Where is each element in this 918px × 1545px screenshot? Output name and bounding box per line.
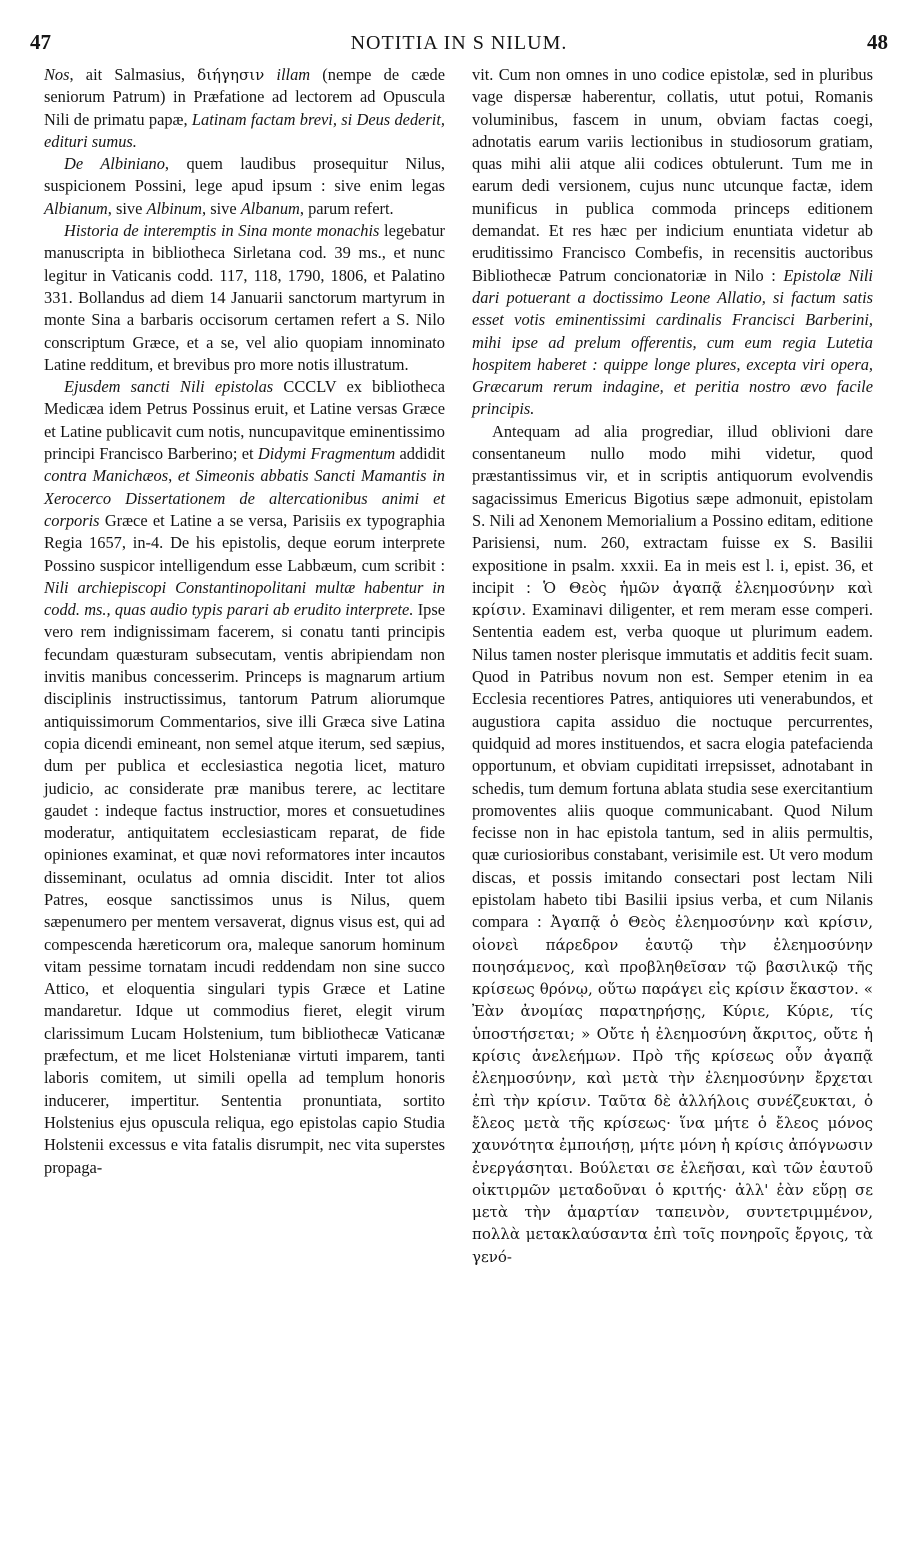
italic-text: illam [276,65,311,84]
text-run: , ait Salmasius, [69,65,198,84]
text-run: Antequam ad alia progrediar, illud oblivioni dare consentaneum nullo modo mihi videtur, quod præstantissimus vir, et in scriptis antiquorum evolvendis sagacissimus Emericus Bigotius sæpe admonuit, epistolam S. Nili ad Xenonem Memorialium a Possino editam, editione Parisiensi, num. 260, extractam fuisse ex S. Basilii expositione in psalm. xxxii. Ea in meis est l. i, epist. 36, et incipit : [472,421,873,597]
italic-text: Nos [44,65,70,84]
text-run: (nempe de cæde seniorum Patrum) in Præfatione ad lectorem ad Opuscula Nili de primatu papæ, [44,65,445,129]
text-run: Græce et Latine a se versa, Parisiis ex typographia Regia 1657, in-4. De his epistolis, deque eorum interprete Possino suspicor intelligendum esse Labbæum, cum scribit : [44,510,445,575]
italic-text: contra Manichæos [44,466,169,486]
italic-text: Albinum [146,198,202,218]
text-run: , [168,466,178,486]
italic-text: Nili archiepiscopi Constantinopolitani multæ habentur in codd. ms., quas audio typis parari ab erudito interprete. [44,577,445,620]
italic-text: Latinam factam brevi, si Deus dederit, edituri sumus. [44,109,445,151]
italic-text: Didymi Fragmentum [257,444,396,464]
text-run: , sive [202,198,241,218]
paragraph [44,64,445,153]
paragraph [44,153,445,220]
italic-text: Historia de interemptis in Sina monte monachis [64,221,380,241]
text-run [264,65,276,84]
paragraph [44,376,445,1179]
italic-text: Ejusdem sancti Nili epistolas [64,377,274,397]
italic-text: Albianum [44,198,108,218]
text-run: CCCLV ex bibliotheca Medicæa idem Petrus Possinus eruit, et Latine versas Græce et Latine publicavit cum notis, nuncupavitque eminentissimo principi Francisco Barberino; et [44,377,445,464]
text-run: vit. Cum non omnes in uno codice epistolæ, sed in pluribus vage dispersæ haberentur, collatis, utut potui, Romanis voluminibus, fascem in unum, obviam factas coegi, adnotatis earum variis lectionibus in studiosorum gratiam, quas mihi alii atque alii codices obtulerunt. Tum me in earum dedi versionem, cujus nunc utcunque factæ, idem munificus in publica commoda princeps editionem demandat. Et res hæc per indicium enuntiata videtur ab eruditissimo Francisco Combefis, in recensitis auctoribus Bibliothecæ Patrum concionatoriæ in Nilo : [472,65,873,285]
text-run: Ipse vero rem indignissimam facerem, si conatu tanti principis fecundam quæsturam subsecutam, ventis abripiendam non invitis manibus concesserim. Princeps is magnarum artium disciplinis instructissimus, tantorum Patrum aliorumque antiquissimorum Commentarios, sive illi Græca sive Latina copia dicendi emineant, non semel atque iterum, sed sæpius, dum per publica et ecclesiastica negotia licet, maturo judicio, ac considerate præ manibus terere, ac lectitare gaudet : indeque factus instructior, mores et consuetudines moderatur, antiquitatem ecclesiasticam reparat, de fide opiniones examinat, et quæ novi reformatores inter incautos disseminant, oculatus ad omnia discidit. Inter tot alios Patres, eosque sanctissimos unus is Nilus, quem sæpenumero per mentem versaverat, dignus visus est, qui ad compescenda hæreticorum ora, maleque sanorum hominum vitam pessime tornatam incudi reddendam non sine succo Attico, et eloquentia singulari typis Græce et Latine mandaretur. Idque ut commodius fieret, elegit virum clarissimum Lucam Holstenium, tum bibliothecæ Vaticanæ præfectum, et me licet Holstenianæ virtuti imparem, tanti laboris comitem, ut simili opella ad templum honoris inducerer, impertitur. Sententia pronuntiata, sortito Holstenius ejus opuscula reliqua, ego epistolas capio Studia Holstenii excessus e vita fatalis disrumpit, nec vita superstes propaga- [44,600,446,1177]
page-header [30,30,888,56]
greek-text: Ὁ Θεὸς ἡμῶν ἀγαπᾷ ἐλεημοσύνην καὶ κρίσιν. [472,578,873,620]
italic-text: et Simeonis abbatis Sancti Mamantis in Xerocerco Dissertationem de altercationibus animi et corporis [44,466,445,530]
italic-text: De Albiniano [64,154,165,174]
paragraph [44,220,445,376]
left-column [44,64,445,1179]
text-run: Examinavi diligenter, et rem meram esse comperi. Sententia eadem est, verba quoque ut plurimum eadem. Nilus tamen noster plerisque immutatis et additis fecit suam. Quod in Patribus novum non est. Semper etenim in ea Ecclesia recentiores Patres, antiquiores uti venerabundos, et augustiora capita assiduo die noctuque percurrentes, quidquid ad mores instituendos, et sacra elogia patefacienda opportunum, et obviam cupiditati irrepsisset, adnotabant in schedis, tum demum fortuna ablata studia sese exercitantium promoventes aliis quoque communicabant. Quod Nilum fecisse non in hac epistola tantum, sed in aliis permultis, quæ curiosioribus constabant, verisimile est. Ut vero modum discas, et possis imitando consectari post lectam Nili epistolam habeto tibi Basilii ipsius verba, et cum Nilanis compara : [472,600,873,932]
greek-text: διήγησιν [197,66,265,84]
text-run: , sive [107,198,147,218]
italic-text: Albanum [240,198,300,218]
text-run: , quem laudibus prosequitur Nilus, suspicionem Possini, lege apud ipsum : sive enim legas [44,154,445,196]
paragraph [472,64,873,421]
text-run: addidit [395,444,445,464]
page-number-left: 47 [30,30,51,54]
text-run: legebatur manuscripta in bibliotheca Sirletana cod. 39 ms., et nunc legitur in Vaticanis codd. 117, 118, 1790, 1806, et Palatino 331. Bollandus ad diem 14 Januarii sanctorum martyrum in monte Sina a barbaris occisorum certamen refert a S. Nilo conscriptum Græce, et a se, vel alio quopiam innominato Latine redditum, et brevibus pro more notis illustratum. [44,221,445,374]
right-column [472,64,873,1268]
page-number-right: 48 [867,30,888,54]
paragraph [472,421,873,1268]
running-title: NOTITIA IN S NILUM. [350,32,568,54]
text-run: , parum refert. [299,198,394,218]
italic-text: Epistolæ Nili dari potuerant a doctissimo Leone Allatio, si factum satis esset votis eminentissimi cardinalis Francisci Barberini, mihi ipse ad prelum offerentis, cum eum regia Lutetia hospitem haberet : quippe longe plures, excepta viri opera, Græcarum rerum indagine, et peritia nostro ævo facile principis. [472,265,873,419]
greek-text: Ἀγαπᾷ ὁ Θεὸς ἐλεημοσύνην καὶ κρίσιν, οἱονεὶ πάρεδρον ἑαυτῷ τὴν ἐλεημοσύνην ποιησάμενος, καὶ προβληθεῖσαν τῷ βασιλικῷ τῆς κρίσεως θρόνῳ, οὕτω παράγει εἰς κρίσιν ἕκαστον. « Ἐὰν ἀνομίας παρατηρήσῃς, Κύριε, Κύριε, τίς ὑποστήσεται; » Οὔτε ἡ ἐλεημοσύνη ἄκριτος, οὔτε ἡ κρίσις ἀνελεήμων. Πρὸ τῆς κρίσεως οὖν ἀγαπᾷ ἐλεημοσύνην, καὶ μετὰ τὴν ἐλεημοσύνην ἔρχεται ἐπὶ τὴν κρίσιν. Ταῦτα δὲ ἀλλήλοις συνέζευκται, ὁ ἔλεος μετὰ τῆς κρίσεως· ἵνα μήτε ὁ ἔλεος μόνος χαυνότητα ἐμποιήσῃ, μήτε μόνη ἡ κρίσις ἀπόγνωσιν ἐνεργάσηται. Βούλεται σε ἐλεῆσαι, καὶ τῶν ἑαυτοῦ οἰκτιρμῶν μεταδοῦναι ὁ κριτής· ἀλλ' ἐὰν εὕρῃ σε μετὰ τὴν ἁμαρτίαν ταπεινὸν, συντετριμμένον, πολλὰ μετακλαύσαντα ἐπὶ τοῖς πονηροῖς ἔργοις, τὰ γενό- [472,913,873,1266]
